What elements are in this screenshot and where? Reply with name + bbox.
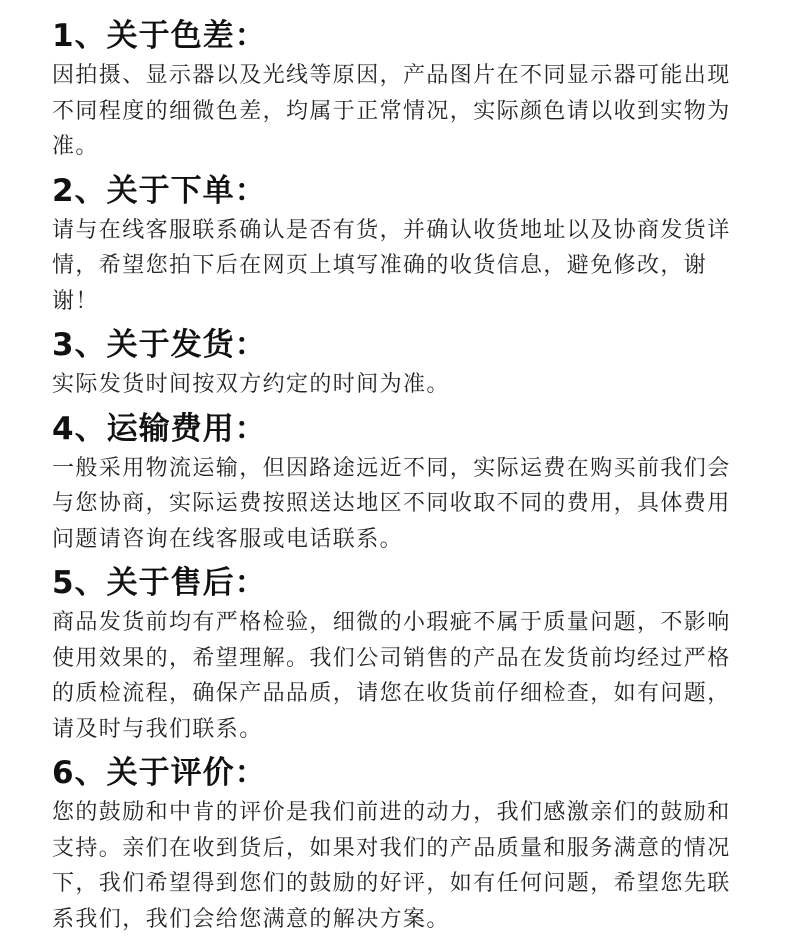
section-body: 一般采用物流运输，但因路途远近不同，实际运费在购买前我们会与您协商，实际运费按照送达地区不同收取不同的费用，具体费用问题请咨询在线客服或电话联系。 [52, 455, 731, 552]
section-heading: 6、关于评价： [52, 755, 267, 791]
section-reviews [52, 751, 742, 937]
section-body: 商品发货前均有严格检验，细微的小瑕疵不属于质量问题，不影响使用效果的，希望理解。我们公司销售的产品在发货前均经过严格的质检流程，确保产品品质，请您在收货前仔细检查，如有问题，请及时与我们联系。 [52, 610, 731, 742]
section-heading: 4、运输费用： [52, 410, 267, 447]
section-heading: 5、关于售后： [52, 565, 267, 601]
section-shipping-cost [52, 407, 742, 558]
section-after-sales [52, 561, 742, 747]
section-heading: 1、关于色差： [52, 18, 267, 54]
section-shipping [52, 323, 742, 403]
section-heading: 2、关于下单： [52, 172, 267, 209]
section-body: 请与在线客服联系确认是否有货，并确认收货地址以及协商发货详情，希望您拍下后在网页上填写准确的收货信息，避免修改，谢谢！ [52, 217, 731, 314]
section-heading: 3、关于发货： [52, 327, 267, 363]
section-body: 因拍摄、显示器以及光线等原因，产品图片在不同显示器可能出现不同程度的细微色差，均属于正常情况，实际颜色请以收到实物为准。 [52, 63, 731, 159]
section-color-difference [52, 14, 742, 165]
section-body: 您的鼓励和中肯的评价是我们前进的动力，我们感激亲们的鼓励和支持。亲们在收到货后，如果对我们的产品质量和服务满意的情况下，我们希望得到您们的鼓励的好评，如有任何问题，希望您先联系我们，我们会给您满意的解决方案。 [52, 800, 731, 932]
section-body: 实际发货时间按双方约定的时间为准。 [52, 372, 450, 397]
section-ordering [52, 169, 742, 320]
